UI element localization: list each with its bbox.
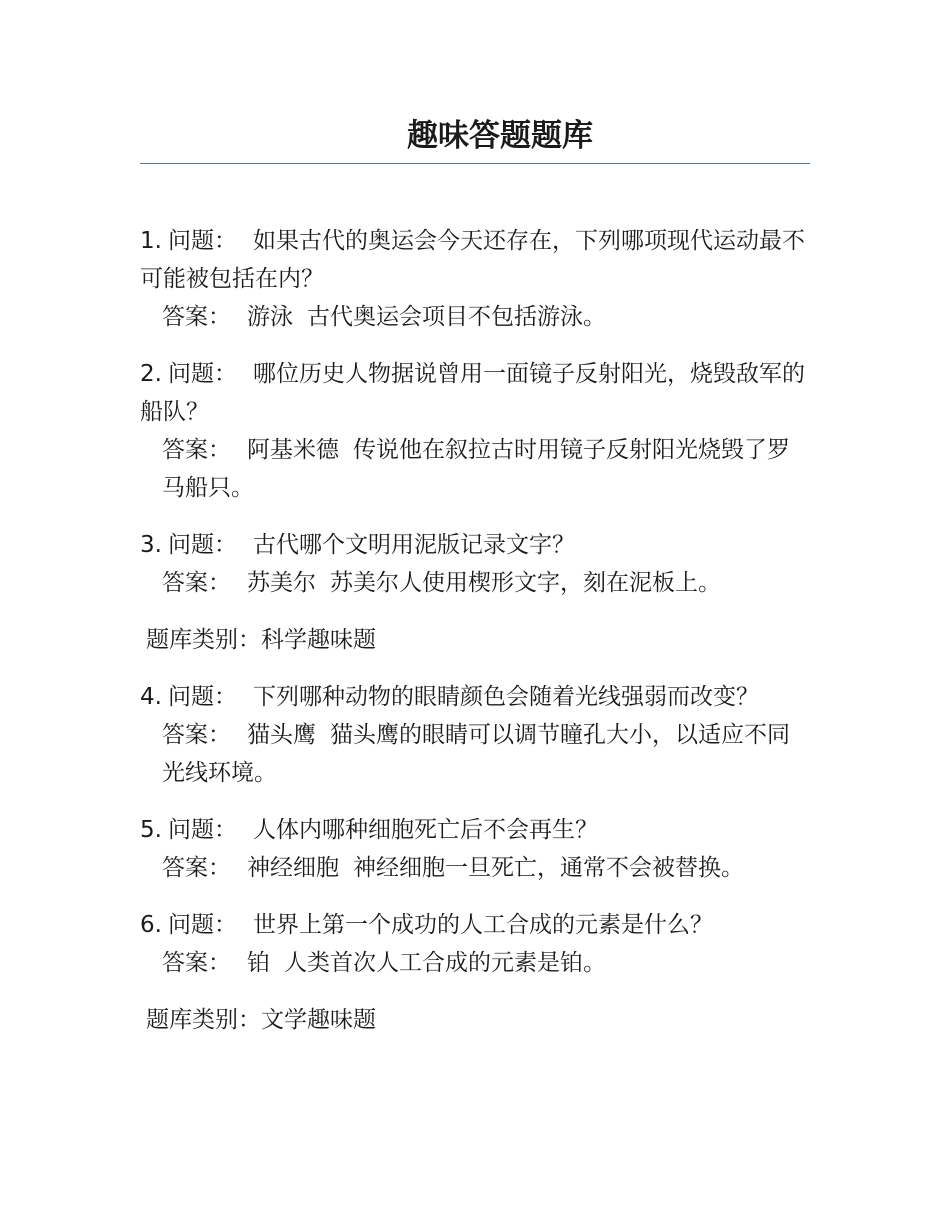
answer-explanation: 古代奥运会项目不包括游泳。 — [307, 304, 606, 330]
answer-line — [140, 431, 810, 507]
question-line — [140, 678, 810, 716]
answer-text: 阿基米德 — [247, 437, 339, 463]
answer-label: 答案： — [162, 570, 231, 596]
question-text: 世界上第一个成功的人工合成的元素是什么？ — [252, 912, 713, 938]
quiz-item — [140, 811, 810, 887]
page-title: 趣味答题题库 — [407, 118, 593, 154]
quiz-item — [140, 906, 810, 982]
question-text: 古代哪个文明用泥版记录文字？ — [252, 532, 575, 558]
question-number: 2. — [140, 361, 162, 387]
question-number: 5. — [140, 817, 162, 843]
answer-explanation: 神经细胞一旦死亡，通常不会被替换。 — [353, 855, 744, 881]
answer-explanation: 猫头鹰的眼睛可以调节瞳孔大小，以适应不同光线环境。 — [162, 722, 790, 786]
question-label: 问题： — [167, 817, 237, 843]
answer-label: 答案： — [162, 304, 231, 330]
answer-line — [140, 716, 810, 792]
question-number: 6. — [140, 912, 162, 938]
question-text: 哪位历史人物据说曾用一面镜子反射阳光，烧毁敌军的船队？ — [140, 361, 805, 425]
answer-line — [140, 564, 810, 602]
question-label: 问题： — [167, 912, 237, 938]
answer-text: 铂 — [247, 950, 270, 976]
question-label: 问题： — [167, 684, 237, 710]
question-line — [140, 906, 810, 944]
question-number: 3. — [140, 532, 162, 558]
question-text: 如果古代的奥运会今天还存在，下列哪项现代运动最不可能被包括在内？ — [140, 228, 805, 292]
answer-line — [140, 944, 810, 982]
answer-text: 神经细胞 — [247, 855, 339, 881]
question-line — [140, 222, 810, 298]
answer-label: 答案： — [162, 950, 231, 976]
question-label: 问题： — [167, 361, 237, 387]
answer-label: 答案： — [162, 722, 231, 748]
answer-explanation: 传说他在叙拉古时用镜子反射阳光烧毁了罗马船只。 — [162, 437, 790, 501]
question-label: 问题： — [167, 532, 237, 558]
answer-explanation: 人类首次人工合成的元素是铂。 — [284, 950, 606, 976]
question-number: 4. — [140, 684, 162, 710]
question-number: 1. — [140, 228, 162, 254]
category-heading: 题库类别：科学趣味题 — [146, 627, 376, 653]
question-text: 下列哪种动物的眼睛颜色会随着光线强弱而改变？ — [252, 684, 759, 710]
answer-text: 猫头鹰 — [247, 722, 316, 748]
quiz-item — [140, 526, 810, 602]
question-line — [140, 811, 810, 849]
quiz-list — [140, 222, 810, 1039]
answer-text: 游泳 — [247, 304, 293, 330]
document-page — [140, 0, 810, 1058]
question-text: 人体内哪种细胞死亡后不会再生？ — [252, 817, 598, 843]
title-divider — [140, 163, 810, 164]
quiz-item — [140, 222, 810, 336]
answer-line — [140, 298, 810, 336]
answer-explanation: 苏美尔人使用楔形文字，刻在泥板上。 — [330, 570, 721, 596]
quiz-item — [140, 355, 810, 507]
answer-label: 答案： — [162, 855, 231, 881]
quiz-item — [140, 678, 810, 792]
answer-label: 答案： — [162, 437, 231, 463]
answer-line — [140, 849, 810, 887]
question-line — [140, 526, 810, 564]
question-label: 问题： — [167, 228, 237, 254]
question-line — [140, 355, 810, 431]
answer-text: 苏美尔 — [247, 570, 316, 596]
category-heading: 题库类别：文学趣味题 — [146, 1007, 376, 1033]
